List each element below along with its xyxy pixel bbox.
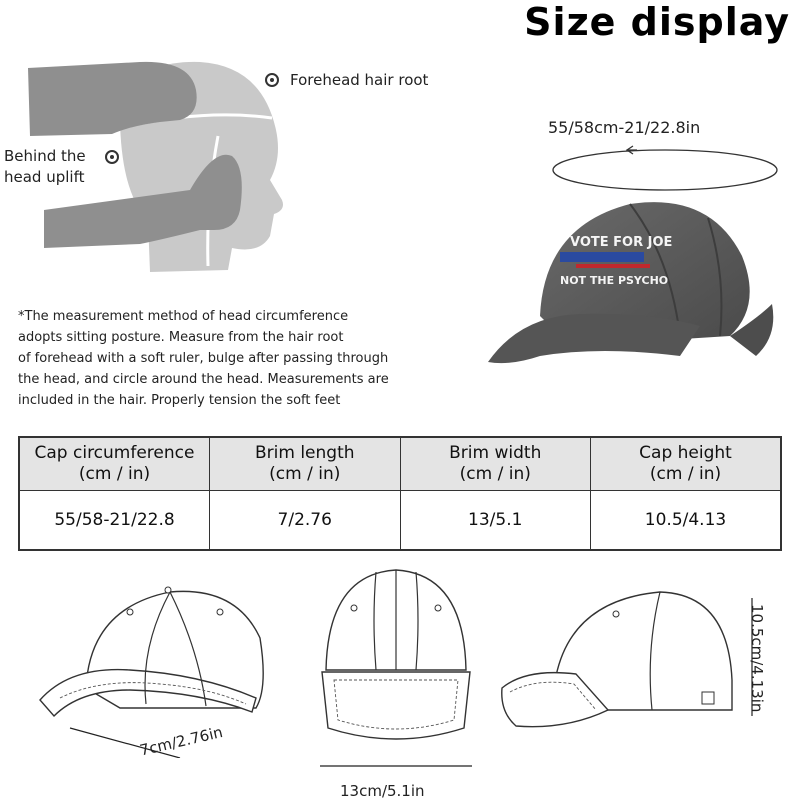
cap-height-dimension: 10.5cm/4.13in [748,604,766,713]
cap-brim [488,314,700,363]
page-title: Size display [524,0,790,44]
behind-head-marker-icon [105,150,119,164]
brim-length-dimension: 7cm/2.76in [138,722,225,760]
size-table [18,436,782,551]
note-line: the head, and circle around the head. Measurements are [18,372,389,387]
brim-width-dimension: 13cm/5.1in [340,782,425,800]
forehead-label: Forehead hair root [290,71,429,89]
header-brim-width: Brim width (cm / in) [400,437,591,491]
product-cap-photo [480,196,780,406]
behind-head-label: Behind the head uplift [4,147,86,186]
forehead-marker-icon [265,73,279,87]
table-row [19,491,781,551]
value-cap-circumference: 55/58-21/22.8 [19,491,210,551]
note-line: *The measurement method of head circumference [18,309,349,324]
value-brim-width: 13/5.1 [400,491,591,551]
arrow-icon [627,146,637,154]
table-header-row [19,437,781,491]
circumference-ellipse [545,142,785,198]
cap-outline-front [316,560,476,780]
note-line: of forehead with a soft ruler, bulge after passing through [18,351,389,366]
cap-print-line1: VOTE FOR JOE [570,235,673,250]
value-brim-length: 7/2.76 [210,491,401,551]
circumference-label: 55/58cm-21/22.8in [548,118,701,137]
cap-outline-side-front [30,578,280,758]
header-brim-length: Brim length (cm / in) [210,437,401,491]
note-line: included in the hair. Properly tension the soft feet [18,393,341,408]
header-cap-height: Cap height (cm / in) [591,437,782,491]
header-cap-circumference: Cap circumference (cm / in) [19,437,210,491]
measurement-note [18,306,398,411]
cap-print-line2: NOT THE PSYCHO [560,274,669,287]
cap-outline-side [496,580,756,750]
value-cap-height: 10.5/4.13 [591,491,782,551]
note-line: adopts sitting posture. Measure from the hair root [18,330,344,345]
